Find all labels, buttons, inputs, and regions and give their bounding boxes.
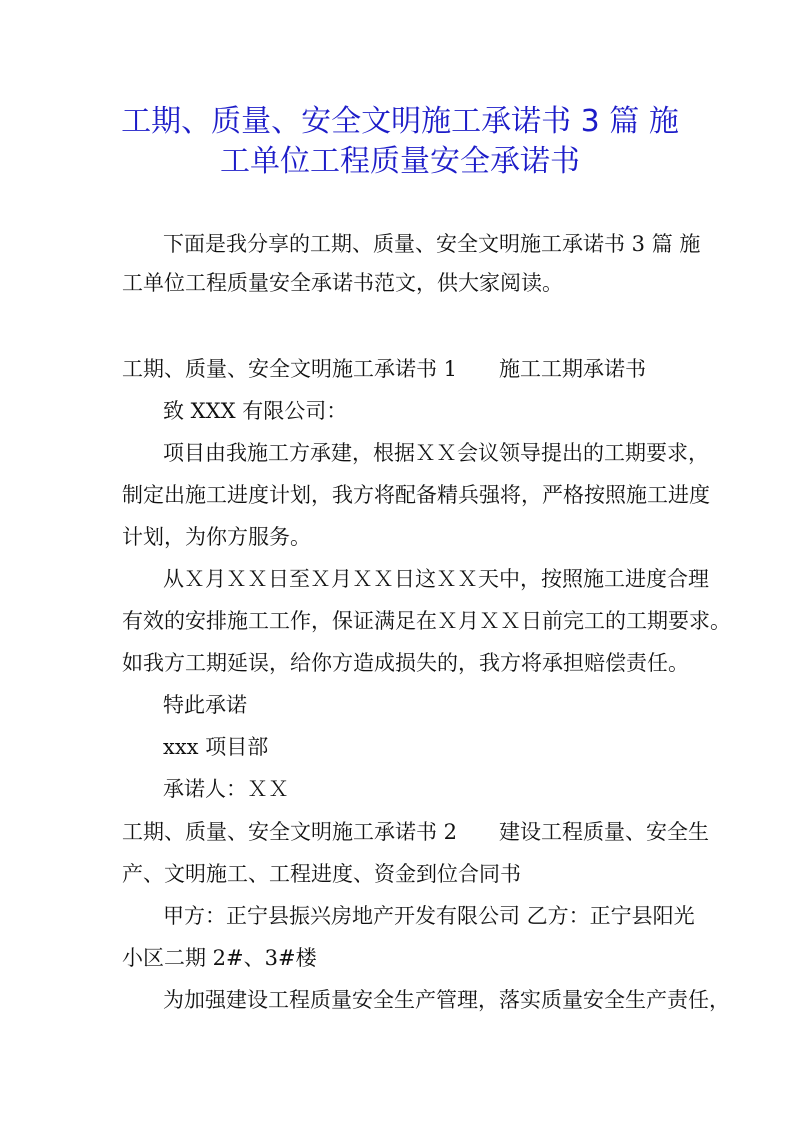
section-1-promisor: 承诺人：ＸＸ <box>163 777 289 801</box>
section-2-heading <box>122 817 709 847</box>
section-1-heading-title: 工期、质量、安全文明施工承诺书 1 <box>122 357 458 381</box>
section-2-heading-subtitle: 建设工程质量、安全生 <box>499 820 710 844</box>
document-title-line-2: 工单位工程质量安全承诺书 <box>220 144 580 179</box>
section-1-closing: 特此承诺 <box>163 693 247 717</box>
section-2-heading-title: 工期、质量、安全文明施工承诺书 2 <box>122 820 458 844</box>
intro-paragraph-line-1: 下面是我分享的工期、质量、安全文明施工承诺书 3 篇 施 <box>163 232 701 256</box>
document-title-line-1: 工期、质量、安全文明施工承诺书 3 篇 施 <box>121 104 679 139</box>
section-2-parties-line-2: 小区二期 2#、3#楼 <box>122 946 317 970</box>
section-1-paragraph-2-line-3: 如我方工期延误，给你方造成损失的，我方将承担赔偿责任。 <box>122 651 689 675</box>
intro-paragraph-line-2: 工单位工程质量安全承诺书范文，供大家阅读。 <box>122 271 563 295</box>
section-1-paragraph-2-line-2: 有效的安排施工工作，保证满足在Ｘ月ＸＸ日前完工的工期要求。 <box>122 609 731 633</box>
section-1-paragraph-1-line-1: 项目由我施工方承建，根据ＸＸ会议领导提出的工期要求， <box>163 441 709 465</box>
section-2-heading-line-2: 产、文明施工、工程进度、资金到位合同书 <box>122 862 521 886</box>
section-1-heading <box>122 354 646 384</box>
section-1-paragraph-1-line-3: 计划，为你方服务。 <box>122 525 311 549</box>
section-2-paragraph-1-line-1: 为加强建设工程质量安全生产管理，落实质量安全生产责任， <box>163 988 730 1012</box>
section-1-paragraph-1-line-2: 制定出施工进度计划，我方将配备精兵强将，严格按照施工进度 <box>122 483 710 507</box>
section-2-parties-line-1: 甲方：正宁县振兴房地产开发有限公司 乙方：正宁县阳光 <box>163 904 695 928</box>
section-1-heading-subtitle: 施工工期承诺书 <box>499 357 647 381</box>
section-1-paragraph-2-line-1: 从Ｘ月ＸＸ日至Ｘ月ＸＸ日这ＸＸ天中，按照施工进度合理 <box>163 567 709 591</box>
section-1-department: xxx 项目部 <box>163 735 269 759</box>
section-1-recipient: 致 XXX 有限公司： <box>163 399 348 423</box>
